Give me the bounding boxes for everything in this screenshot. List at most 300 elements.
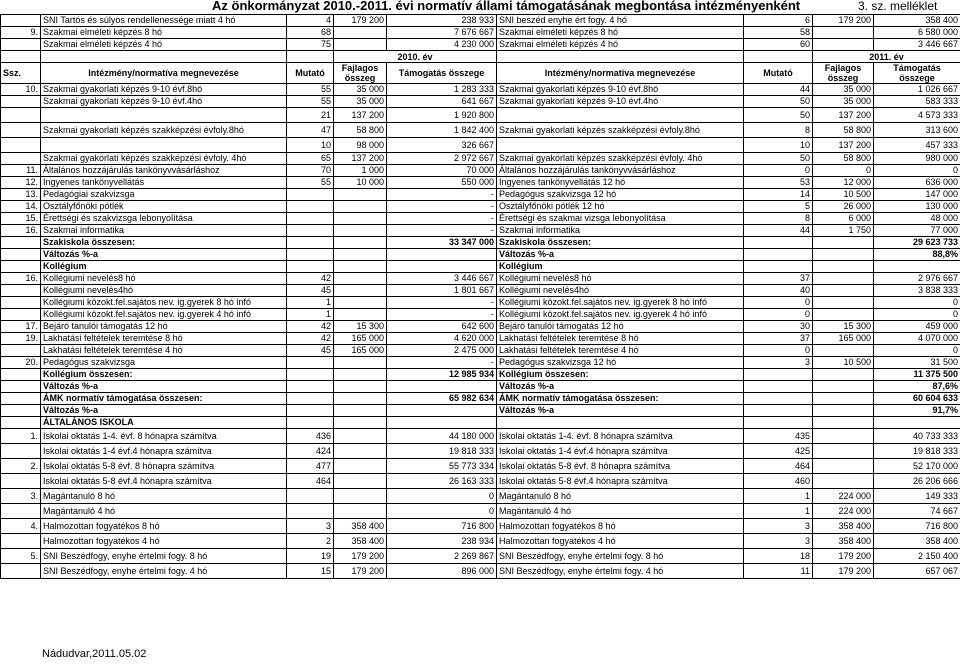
row-indicator-2011: 44: [744, 225, 813, 237]
row-support-2011: 87,6%: [874, 381, 960, 393]
row-name-2010: Kollégiumi közokt.fel.sajátos nev. ig.gyerek 8 hó infó: [41, 297, 287, 309]
table-row: [1, 108, 960, 123]
table-row: [1, 285, 960, 297]
support-table: [0, 14, 960, 579]
row-support-2010: 7 676 667: [387, 27, 497, 39]
row-name-2011: Szakmai gyakorlati képzés 9-10 évf.4hó: [497, 96, 744, 108]
row-indicator-2011: 60: [744, 39, 813, 51]
table-row: [1, 309, 960, 321]
row-name-2010: Szakmai elméleti képzés 4 hó: [41, 39, 287, 51]
footer-date: Nádudvar,2011.05.02: [42, 648, 147, 660]
row-indicator-2010: 47: [287, 123, 334, 138]
row-unit-2010: 35 000: [334, 96, 387, 108]
row-support-2011: 459 000: [874, 321, 960, 333]
header-unit-amount: Fajlagos összeg: [334, 63, 387, 84]
row-indicator-2010: [287, 369, 334, 381]
row-support-2010: 1 920 800: [387, 108, 497, 123]
row-ssz: 1.: [1, 429, 41, 444]
header-institution: Intézmény/normatíva megnevezése: [41, 63, 287, 84]
row-support-2010: -: [387, 357, 497, 369]
row-name-2010: [41, 108, 287, 123]
header-indicator2-top: [744, 51, 813, 63]
row-support-2010: [387, 417, 497, 429]
row-name-2010: Iskolai oktatás 5-8 évf.4 hónapra számítva: [41, 474, 287, 489]
row-name-2011: Szakiskola összesen:: [497, 237, 744, 249]
table-row: [1, 393, 960, 405]
row-support-2011: 6 580 000: [874, 27, 960, 39]
row-name-2010: Iskolai oktatás 1-4 évf.4 hónapra számítva: [41, 444, 287, 459]
row-ssz: [1, 108, 41, 123]
row-name-2011: SNI beszéd enyhe ért fogy. 4 hó: [497, 15, 744, 27]
row-unit-2010: 35 000: [334, 84, 387, 96]
row-name-2010: Iskolai oktatás 5-8 évf. 8 hónapra számítva: [41, 459, 287, 474]
table-row: [1, 201, 960, 213]
row-unit-2011: 35 000: [813, 96, 874, 108]
row-ssz: 3.: [1, 489, 41, 504]
row-indicator-2011: 0: [744, 309, 813, 321]
row-name-2011: Változás %-a: [497, 249, 744, 261]
row-indicator-2011: 0: [744, 345, 813, 357]
table-row: [1, 534, 960, 549]
row-support-2010: [387, 249, 497, 261]
row-unit-2010: 15 300: [334, 321, 387, 333]
row-indicator-2011: 5: [744, 201, 813, 213]
header-indicator-2011: Mutató: [744, 63, 813, 84]
row-unit-2011: 10 500: [813, 189, 874, 201]
row-ssz: 16.: [1, 225, 41, 237]
row-unit-2010: 137 200: [334, 108, 387, 123]
row-unit-2011: [813, 237, 874, 249]
row-unit-2010: 58 800: [334, 123, 387, 138]
header-institution2-top: [497, 51, 744, 63]
row-indicator-2011: 464: [744, 459, 813, 474]
row-unit-2010: [334, 444, 387, 459]
row-unit-2011: 58 800: [813, 153, 874, 165]
row-unit-2010: [334, 249, 387, 261]
row-indicator-2011: 0: [744, 165, 813, 177]
row-ssz: 4.: [1, 519, 41, 534]
row-support-2011: 358 400: [874, 15, 960, 27]
row-unit-2011: [813, 39, 874, 51]
row-ssz: [1, 39, 41, 51]
row-indicator-2010: [287, 213, 334, 225]
row-support-2011: 2 976 667: [874, 273, 960, 285]
row-ssz: [1, 369, 41, 381]
row-unit-2010: [334, 417, 387, 429]
row-support-2010: -: [387, 213, 497, 225]
row-unit-2011: 179 200: [813, 15, 874, 27]
row-name-2010: Változás %-a: [41, 381, 287, 393]
table-row: [1, 165, 960, 177]
row-name-2011: SNI Beszédfogy, enyhe értelmi fogy. 4 hó: [497, 564, 744, 579]
row-name-2010: Magántanuló 4 hó: [41, 504, 287, 519]
row-name-2010: ÁMK normatív támogatása összesen:: [41, 393, 287, 405]
row-indicator-2010: 4: [287, 15, 334, 27]
row-name-2011: Magántanuló 8 hó: [497, 489, 744, 504]
header-year-2011: 2011. év: [813, 51, 960, 63]
row-indicator-2011: 6: [744, 15, 813, 27]
row-support-2010: [387, 405, 497, 417]
row-unit-2010: 98 000: [334, 138, 387, 153]
row-indicator-2010: [287, 357, 334, 369]
row-unit-2010: [334, 213, 387, 225]
row-unit-2010: [334, 201, 387, 213]
row-indicator-2010: 464: [287, 474, 334, 489]
row-support-2010: 896 000: [387, 564, 497, 579]
header-unit-amount-2011: Fajlagos összeg: [813, 63, 874, 84]
row-indicator-2010: [287, 189, 334, 201]
row-unit-2011: 35 000: [813, 84, 874, 96]
row-indicator-2011: 50: [744, 96, 813, 108]
row-indicator-2011: 425: [744, 444, 813, 459]
row-unit-2010: [334, 297, 387, 309]
row-indicator-2010: 45: [287, 345, 334, 357]
row-support-2010: 12 985 934: [387, 369, 497, 381]
table-row: [1, 213, 960, 225]
row-name-2011: [497, 417, 744, 429]
row-support-2011: 358 400: [874, 534, 960, 549]
row-indicator-2011: 37: [744, 273, 813, 285]
row-name-2010: Ingyenes tankönyvellátás: [41, 177, 287, 189]
row-support-2011: 91,7%: [874, 405, 960, 417]
table-row: [1, 405, 960, 417]
row-indicator-2011: [744, 261, 813, 273]
row-support-2011: [874, 261, 960, 273]
row-name-2011: Pedagógus szakvizsga 12 hó: [497, 357, 744, 369]
row-name-2010: Pedagógiai szakvizsga: [41, 189, 287, 201]
row-name-2010: Általános hozzájárulás tankönyvvásárláshoz: [41, 165, 287, 177]
row-unit-2011: [813, 444, 874, 459]
header-ssz: Ssz.: [1, 63, 41, 84]
row-name-2010: Bejáró tanulói támogatás 12 hó: [41, 321, 287, 333]
row-name-2011: Szakmai gyakorlati képzés szakképzési évfoly. 4hó: [497, 153, 744, 165]
row-name-2010: Pedagógus szakvizsga: [41, 357, 287, 369]
row-unit-2011: 1 750: [813, 225, 874, 237]
row-unit-2011: 0: [813, 165, 874, 177]
row-support-2010: 2 972 667: [387, 153, 497, 165]
row-support-2011: 4 070 000: [874, 333, 960, 345]
table-header: [1, 51, 960, 84]
row-indicator-2011: [744, 417, 813, 429]
row-indicator-2011: 3: [744, 357, 813, 369]
row-name-2011: Halmozottan fogyatékos 4 hó: [497, 534, 744, 549]
row-unit-2010: [334, 369, 387, 381]
row-name-2011: ÁMK normatív támogatása összesen:: [497, 393, 744, 405]
row-name-2010: Osztályfőnöki pótlék: [41, 201, 287, 213]
row-support-2010: 33 347 000: [387, 237, 497, 249]
row-unit-2011: 10 500: [813, 357, 874, 369]
row-indicator-2010: [287, 417, 334, 429]
row-unit-2010: [334, 39, 387, 51]
row-name-2010: [41, 138, 287, 153]
row-name-2011: Szakmai gyakorlati képzés szakképzési évfoly.8hó: [497, 123, 744, 138]
row-support-2010: -: [387, 201, 497, 213]
row-support-2011: 980 000: [874, 153, 960, 165]
body-rows: [1, 84, 960, 579]
row-name-2010: Szakmai gyakorlati képzés 9-10 évf.4hó: [41, 96, 287, 108]
table-row: [1, 444, 960, 459]
row-indicator-2011: 3: [744, 534, 813, 549]
row-indicator-2011: 1: [744, 504, 813, 519]
row-ssz: [1, 381, 41, 393]
table-row: [1, 237, 960, 249]
row-name-2011: Iskolai oktatás 1-4. évf. 8 hónapra számítva: [497, 429, 744, 444]
row-support-2010: 3 446 667: [387, 273, 497, 285]
row-name-2010: Változás %-a: [41, 405, 287, 417]
row-support-2011: 0: [874, 345, 960, 357]
row-name-2011: Szakmai gyakorlati képzés 9-10 évf.8hó: [497, 84, 744, 96]
row-unit-2011: [813, 417, 874, 429]
row-support-2010: 19 818 333: [387, 444, 497, 459]
row-ssz: 11.: [1, 165, 41, 177]
row-name-2010: Kollégiumi közokt.fel.sajátos nev. ig.gyerek 4 hó infó: [41, 309, 287, 321]
row-support-2010: 2 269 867: [387, 549, 497, 564]
table-row: [1, 345, 960, 357]
row-indicator-2010: 1: [287, 297, 334, 309]
table-row: [1, 381, 960, 393]
row-unit-2010: [334, 309, 387, 321]
row-name-2011: Érettségi és szakmai vizsga lebonyolítása: [497, 213, 744, 225]
row-name-2010: Lakhatási feltételek teremtése 4 hó: [41, 345, 287, 357]
row-name-2011: Kollégiumi közokt.fel.sajátos nev. ig.gyerek 4 hó infó: [497, 309, 744, 321]
row-support-2011: 3 838 333: [874, 285, 960, 297]
row-support-2011: 313 600: [874, 123, 960, 138]
row-name-2011: Osztályfőnöki pótlék 12 hó: [497, 201, 744, 213]
row-name-2010: Szakmai informatika: [41, 225, 287, 237]
row-name-2010: Kollégiumi nevelés8 hó: [41, 273, 287, 285]
row-indicator-2010: 55: [287, 177, 334, 189]
row-unit-2011: [813, 27, 874, 39]
row-support-2010: -: [387, 309, 497, 321]
row-ssz: 2.: [1, 459, 41, 474]
row-support-2010: 0: [387, 489, 497, 504]
row-indicator-2011: 11: [744, 564, 813, 579]
row-support-2010: 642 600: [387, 321, 497, 333]
row-unit-2010: [334, 405, 387, 417]
row-indicator-2010: 2: [287, 534, 334, 549]
row-support-2010: 238 934: [387, 534, 497, 549]
row-support-2010: -: [387, 225, 497, 237]
row-indicator-2010: [287, 237, 334, 249]
row-indicator-2010: 477: [287, 459, 334, 474]
document-title-bar: [0, 0, 960, 14]
row-name-2010: ÁLTALÁNOS ISKOLA: [41, 417, 287, 429]
row-name-2010: Szakmai gyakorlati képzés 9-10 évf.8hó: [41, 84, 287, 96]
row-unit-2010: [334, 27, 387, 39]
row-unit-2011: [813, 429, 874, 444]
row-indicator-2011: [744, 393, 813, 405]
row-support-2010: -: [387, 297, 497, 309]
row-indicator-2010: [287, 405, 334, 417]
row-unit-2010: 358 400: [334, 534, 387, 549]
row-support-2011: 149 333: [874, 489, 960, 504]
row-unit-2011: [813, 474, 874, 489]
table-row: [1, 333, 960, 345]
row-support-2010: 4 620 000: [387, 333, 497, 345]
row-support-2011: 0: [874, 297, 960, 309]
row-unit-2011: [813, 273, 874, 285]
row-support-2011: [874, 417, 960, 429]
row-ssz: 17.: [1, 321, 41, 333]
table-row: [1, 273, 960, 285]
row-ssz: [1, 261, 41, 273]
row-support-2011: 52 170 000: [874, 459, 960, 474]
row-indicator-2011: 58: [744, 27, 813, 39]
row-unit-2011: [813, 261, 874, 273]
row-ssz: [1, 15, 41, 27]
row-unit-2010: [334, 393, 387, 405]
row-unit-2010: 358 400: [334, 519, 387, 534]
row-indicator-2010: 21: [287, 108, 334, 123]
row-name-2011: Kollégium: [497, 261, 744, 273]
row-ssz: 10.: [1, 84, 41, 96]
table-row: [1, 27, 960, 39]
row-ssz: [1, 393, 41, 405]
row-indicator-2011: 53: [744, 177, 813, 189]
row-support-2011: 583 333: [874, 96, 960, 108]
row-ssz: [1, 474, 41, 489]
row-unit-2011: 137 200: [813, 138, 874, 153]
table-row: [1, 39, 960, 51]
row-indicator-2011: [744, 249, 813, 261]
row-indicator-2011: 8: [744, 123, 813, 138]
table-row: [1, 504, 960, 519]
row-unit-2010: [334, 225, 387, 237]
row-unit-2010: [334, 285, 387, 297]
row-indicator-2011: [744, 237, 813, 249]
row-unit-2011: 26 000: [813, 201, 874, 213]
row-indicator-2010: 42: [287, 273, 334, 285]
row-unit-2010: [334, 273, 387, 285]
row-unit-2010: [334, 237, 387, 249]
row-support-2011: 4 573 333: [874, 108, 960, 123]
row-support-2011: 3 446 667: [874, 39, 960, 51]
row-support-2011: 716 800: [874, 519, 960, 534]
row-unit-2011: [813, 297, 874, 309]
table-row: [1, 519, 960, 534]
row-name-2011: Iskolai oktatás 1-4 évf.4 hónapra számítva: [497, 444, 744, 459]
row-name-2010: SNI Beszédfogy, enyhe értelmi fogy. 4 hó: [41, 564, 287, 579]
table-row: [1, 564, 960, 579]
row-indicator-2011: 18: [744, 549, 813, 564]
row-name-2010: Halmozottan fogyatékos 4 hó: [41, 534, 287, 549]
row-indicator-2010: [287, 381, 334, 393]
row-indicator-2010: 55: [287, 84, 334, 96]
row-name-2011: Kollégiumi közokt.fel.sajátos nev. ig.gyerek 8 hó infó: [497, 297, 744, 309]
row-indicator-2011: 1: [744, 489, 813, 504]
row-unit-2011: 15 300: [813, 321, 874, 333]
table-row: [1, 225, 960, 237]
row-indicator-2011: 44: [744, 84, 813, 96]
header-support-amount: Támogatás összege: [387, 63, 497, 84]
row-support-2010: 238 933: [387, 15, 497, 27]
row-support-2010: -: [387, 189, 497, 201]
row-ssz: 20.: [1, 357, 41, 369]
row-indicator-2010: 55: [287, 96, 334, 108]
row-name-2011: SNI Beszédfogy, enyhe értelmi fogy. 8 hó: [497, 549, 744, 564]
row-unit-2011: [813, 309, 874, 321]
row-indicator-2010: 19: [287, 549, 334, 564]
row-name-2010: Lakhatási feltételek teremtése 8 hó: [41, 333, 287, 345]
row-indicator-2010: 45: [287, 285, 334, 297]
table-row: [1, 123, 960, 138]
row-support-2011: 457 333: [874, 138, 960, 153]
row-indicator-2011: 10: [744, 138, 813, 153]
row-ssz: [1, 249, 41, 261]
row-ssz: [1, 123, 41, 138]
table-row: [1, 15, 960, 27]
row-ssz: 5.: [1, 549, 41, 564]
top-rows: [1, 15, 960, 51]
row-indicator-2011: [744, 369, 813, 381]
row-unit-2011: [813, 393, 874, 405]
row-name-2010: Változás %-a: [41, 249, 287, 261]
row-unit-2010: 179 200: [334, 15, 387, 27]
row-unit-2011: [813, 345, 874, 357]
row-unit-2011: 6 000: [813, 213, 874, 225]
row-name-2011: [497, 108, 744, 123]
row-unit-2011: 179 200: [813, 549, 874, 564]
row-name-2010: Halmozottan fogyatékos 8 hó: [41, 519, 287, 534]
row-support-2011: 0: [874, 165, 960, 177]
row-unit-2011: [813, 249, 874, 261]
row-support-2011: 40 733 333: [874, 429, 960, 444]
row-ssz: [1, 309, 41, 321]
row-support-2011: 31 500: [874, 357, 960, 369]
row-support-2011: 88,8%: [874, 249, 960, 261]
row-support-2010: 2 475 000: [387, 345, 497, 357]
row-ssz: 13.: [1, 189, 41, 201]
header-ssz-top: [1, 51, 41, 63]
row-support-2011: 130 000: [874, 201, 960, 213]
row-name-2010: Iskolai oktatás 1-4. évf. 8 hónapra számítva: [41, 429, 287, 444]
row-ssz: [1, 534, 41, 549]
row-support-2011: 11 375 500: [874, 369, 960, 381]
row-name-2011: Kollégiumi nevelés4hó: [497, 285, 744, 297]
row-name-2011: Kollégiumi nevelés8 hó: [497, 273, 744, 285]
row-indicator-2010: [287, 504, 334, 519]
row-ssz: [1, 153, 41, 165]
row-indicator-2010: [287, 261, 334, 273]
table-row: [1, 429, 960, 444]
row-ssz: 16.: [1, 273, 41, 285]
row-name-2010: Szakiskola összesen:: [41, 237, 287, 249]
table-row: [1, 459, 960, 474]
row-support-2011: 60 604 633: [874, 393, 960, 405]
row-ssz: [1, 285, 41, 297]
row-name-2010: Kollégium összesen:: [41, 369, 287, 381]
row-unit-2010: 137 200: [334, 153, 387, 165]
row-name-2011: [497, 138, 744, 153]
row-support-2010: 70 000: [387, 165, 497, 177]
row-name-2010: SNI Tartós és súlyos rendellenessége miatt 4 hó: [41, 15, 287, 27]
table-row: [1, 297, 960, 309]
row-indicator-2011: 50: [744, 108, 813, 123]
row-indicator-2011: 14: [744, 189, 813, 201]
row-support-2010: 0: [387, 504, 497, 519]
row-unit-2010: [334, 459, 387, 474]
header-institution-top: [41, 51, 287, 63]
row-indicator-2010: 42: [287, 321, 334, 333]
row-unit-2010: 165 000: [334, 345, 387, 357]
row-unit-2010: 179 200: [334, 549, 387, 564]
row-indicator-2011: 37: [744, 333, 813, 345]
row-unit-2010: 165 000: [334, 333, 387, 345]
row-ssz: [1, 564, 41, 579]
row-indicator-2010: 65: [287, 153, 334, 165]
row-ssz: [1, 297, 41, 309]
row-unit-2011: [813, 459, 874, 474]
